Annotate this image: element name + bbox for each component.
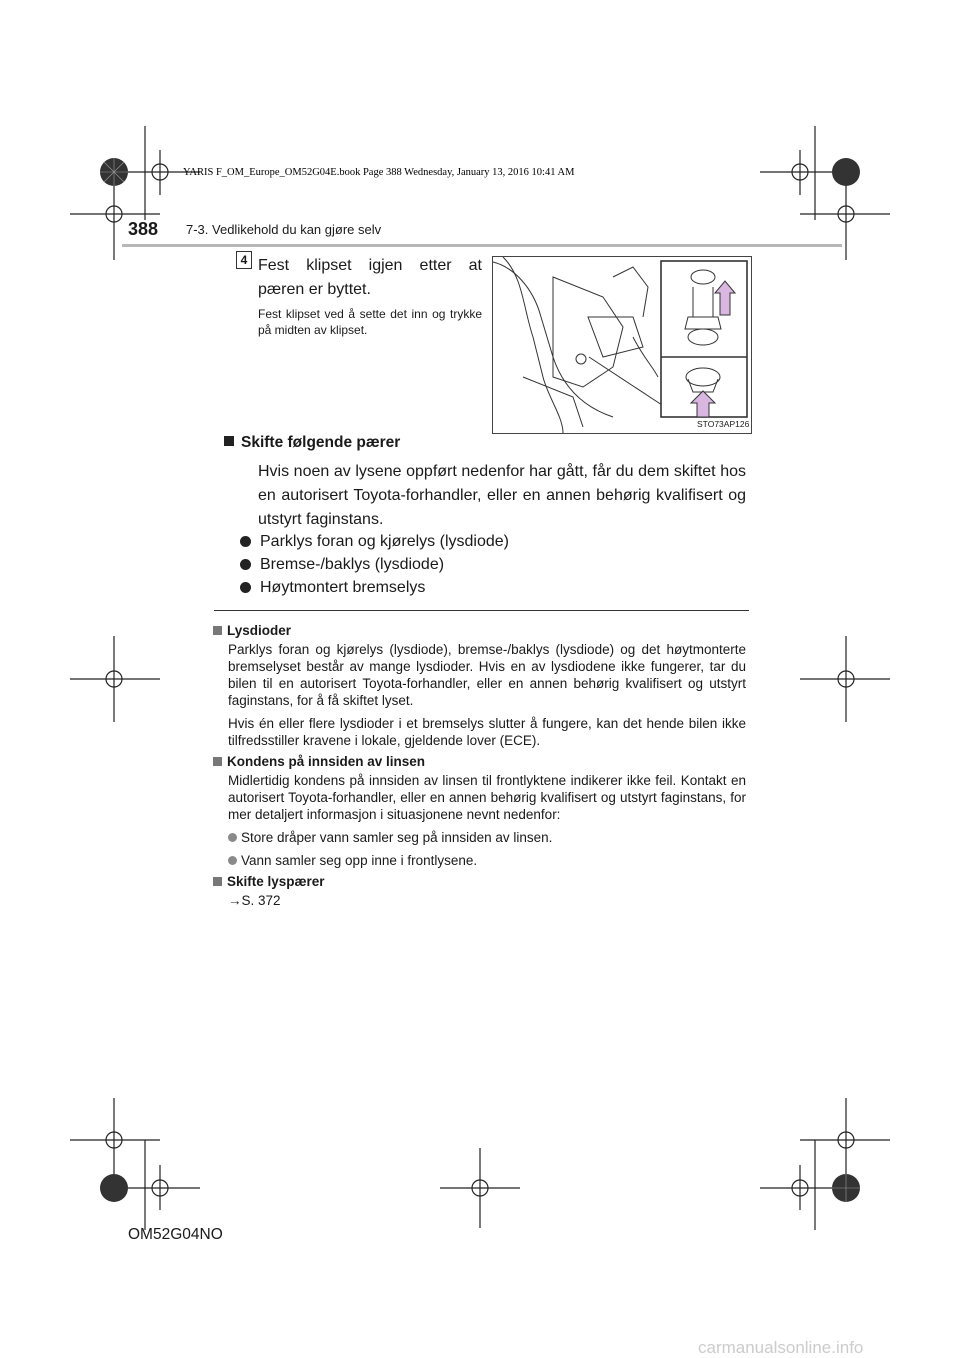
watermark: carmanualsonline.info bbox=[698, 1338, 864, 1357]
note-bullet: Vann samler seg opp inne i frontlysene. bbox=[228, 852, 746, 869]
note-paragraph: Hvis én eller flere lysdioder i et bremselys slutter å fungere, kan det hende bilen ikke tilfredsstiller kravene i lokale, gjeldende lover (ECE). bbox=[228, 716, 746, 748]
note-heading-lysdioder: Lysdioder bbox=[213, 622, 746, 639]
bullet-icon bbox=[228, 833, 237, 842]
step-text: Fest klipset igjen etter at pæren er byttet. bbox=[258, 257, 482, 298]
illustration-code: STO73AP126 bbox=[697, 419, 750, 429]
step-number-badge: 4 bbox=[236, 251, 252, 269]
note-bullet: Store dråper vann samler seg på innsiden av linsen. bbox=[228, 829, 746, 846]
square-bullet-icon bbox=[213, 757, 222, 766]
section-paragraph: Hvis noen av lysene oppført nedenfor har gått, får du dem skiftet hos en autorisert Toyota-forhandler, eller en annen behørig kvalifisert og utstyrt faginstans. bbox=[258, 463, 746, 528]
page-number: 388 bbox=[128, 219, 159, 239]
note-paragraph: Parklys foran og kjørelys (lysdiode), bremse-/baklys (lysdiode) og det høytmonterte bremselyset består av mange lysdioder. Hvis en av lysdiodene ikke fungerer, tar du bilen til en autorisert Toyota-forhandler, eller en annen behørig kvalifisert og utstyrt faginstans, for å få skiftet lyset. bbox=[228, 642, 746, 708]
print-info: YARIS F_OM_Europe_OM52G04E.book Page 388 Wednesday, January 13, 2016 10:41 AM bbox=[183, 167, 575, 178]
bullet-icon bbox=[228, 856, 237, 865]
clip-illustration bbox=[492, 256, 752, 434]
square-bullet-icon bbox=[224, 436, 234, 446]
list-item: Høytmontert bremselys bbox=[240, 576, 509, 599]
document-code: OM52G04NO bbox=[128, 1226, 223, 1243]
note-heading-kondens: Kondens på innsiden av linsen bbox=[213, 753, 746, 770]
note-paragraph: Midlertidig kondens på innsiden av linsen til frontlyktene indikerer ikke feil. Kontakt en autorisert Toyota-forhandler, eller en annen behørig kvalifisert og utstyrt faginstans, for mer detaljert informasjon i situasjonene nevnt nedenfor: bbox=[228, 773, 746, 822]
page-reference-link[interactable]: →S. 372 bbox=[228, 893, 281, 908]
header-rule bbox=[122, 244, 842, 247]
bulb-list bbox=[240, 530, 509, 599]
bullet-icon bbox=[240, 582, 251, 593]
section-heading: Skifte følgende pærer bbox=[224, 434, 400, 452]
step-subtext: Fest klipset ved å sette det inn og trykke på midten av klipset. bbox=[258, 307, 482, 337]
bullet-icon bbox=[240, 536, 251, 547]
bullet-icon bbox=[240, 559, 251, 570]
list-item: Parklys foran og kjørelys (lysdiode) bbox=[240, 530, 509, 553]
square-bullet-icon bbox=[213, 626, 222, 635]
list-item: Bremse-/baklys (lysdiode) bbox=[240, 553, 509, 576]
clip-diagram-icon bbox=[493, 257, 751, 433]
square-bullet-icon bbox=[213, 877, 222, 886]
section-title: 7-3. Vedlikehold du kan gjøre selv bbox=[186, 222, 382, 237]
note-heading-lyspaerer: Skifte lyspærer bbox=[213, 873, 746, 890]
notes-divider bbox=[214, 610, 749, 611]
notes-section bbox=[213, 618, 746, 909]
